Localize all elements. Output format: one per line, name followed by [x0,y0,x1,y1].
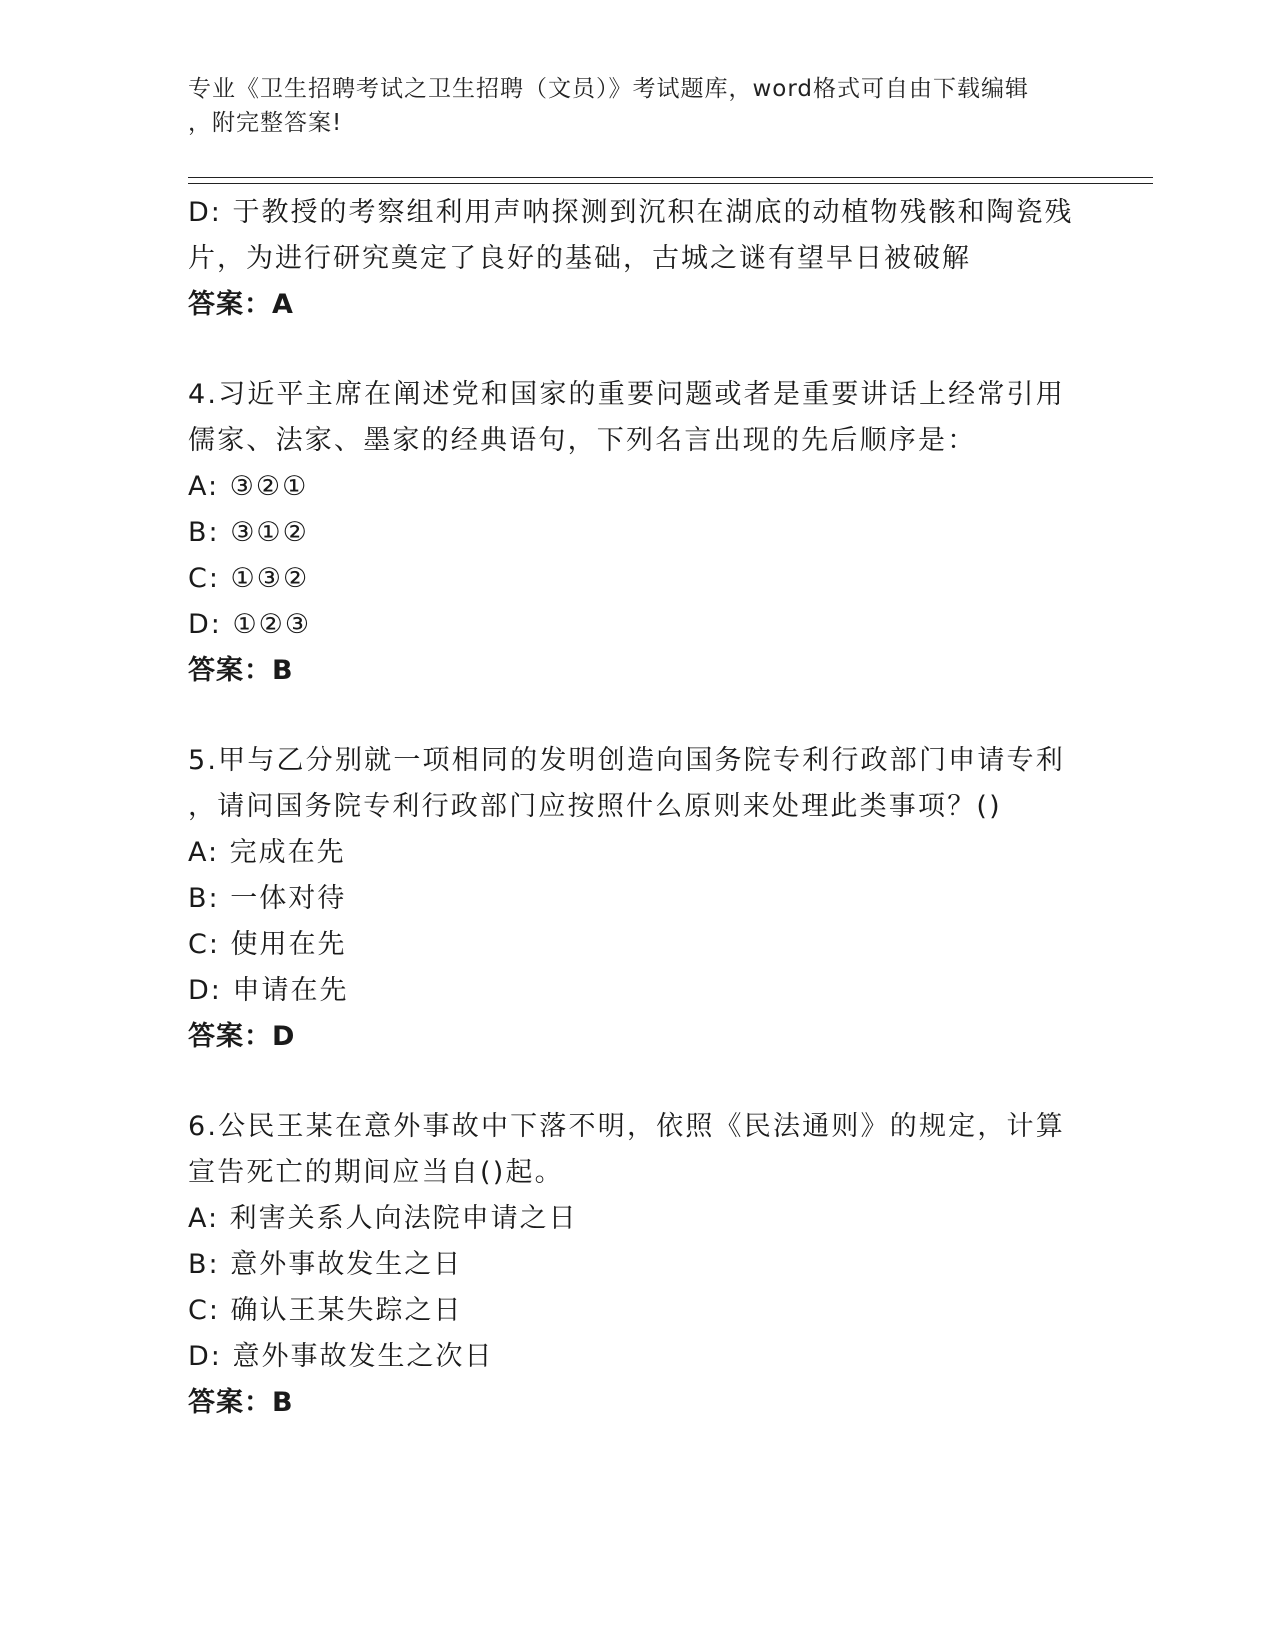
option-a: A: ③②① [188,471,309,502]
document-header [188,72,1088,140]
spacer [188,1060,1088,1104]
option-a: A: 利害关系人向法院申请之日 [188,1203,578,1234]
option-a: A: 完成在先 [188,837,346,868]
option-d-line-1: D: 于教授的考察组利用声呐探测到沉积在湖底的动植物残骸和陶瓷残 [188,197,1074,228]
question-4 [188,372,1088,694]
question-stem-line-1: 4.习近平主席在阐述党和国家的重要问题或者是重要讲话上经常引用 [188,379,1065,410]
question-stem-line-1: 6.公民王某在意外事故中下落不明，依照《民法通则》的规定，计算 [188,1111,1065,1142]
spacer [188,694,1088,738]
question-stem-line-2: 儒家、法家、墨家的经典语句，下列名言出现的先后顺序是： [188,425,977,456]
answer: 答案：D [188,1021,296,1052]
option-d: D: 申请在先 [188,975,349,1006]
option-b: B: 一体对待 [188,883,347,914]
header-line-1: 专业《卫生招聘考试之卫生招聘（文员）》考试题库，word格式可自由下载编辑 [188,76,1030,102]
option-c: C: 使用在先 [188,929,347,960]
question-3-tail [188,190,1088,328]
question-5 [188,738,1088,1060]
header-divider-bottom [188,183,1153,184]
option-d-line-2: 片，为进行研究奠定了良好的基础，古城之谜有望早日被破解 [188,243,971,274]
question-6 [188,1104,1088,1426]
question-stem-line-2: ，请问国务院专利行政部门应按照什么原则来处理此类事项？() [188,791,1002,822]
header-line-2: ，附完整答案! [188,110,343,136]
question-list [188,190,1088,1426]
header-divider-top [188,177,1153,178]
spacer [188,328,1088,372]
question-stem-line-2: 宣告死亡的期间应当自()起。 [188,1157,564,1188]
option-c: C: ①③② [188,563,310,594]
option-d: D: ①②③ [188,609,312,640]
question-stem-line-1: 5.甲与乙分别就一项相同的发明创造向国务院专利行政部门申请专利 [188,745,1065,776]
option-d: D: 意外事故发生之次日 [188,1341,494,1372]
option-c: C: 确认王某失踪之日 [188,1295,463,1326]
answer: 答案：A [188,289,294,320]
option-b: B: ③①② [188,517,309,548]
answer: 答案：B [188,1387,294,1418]
answer: 答案：B [188,655,294,686]
option-b: B: 意外事故发生之日 [188,1249,463,1280]
